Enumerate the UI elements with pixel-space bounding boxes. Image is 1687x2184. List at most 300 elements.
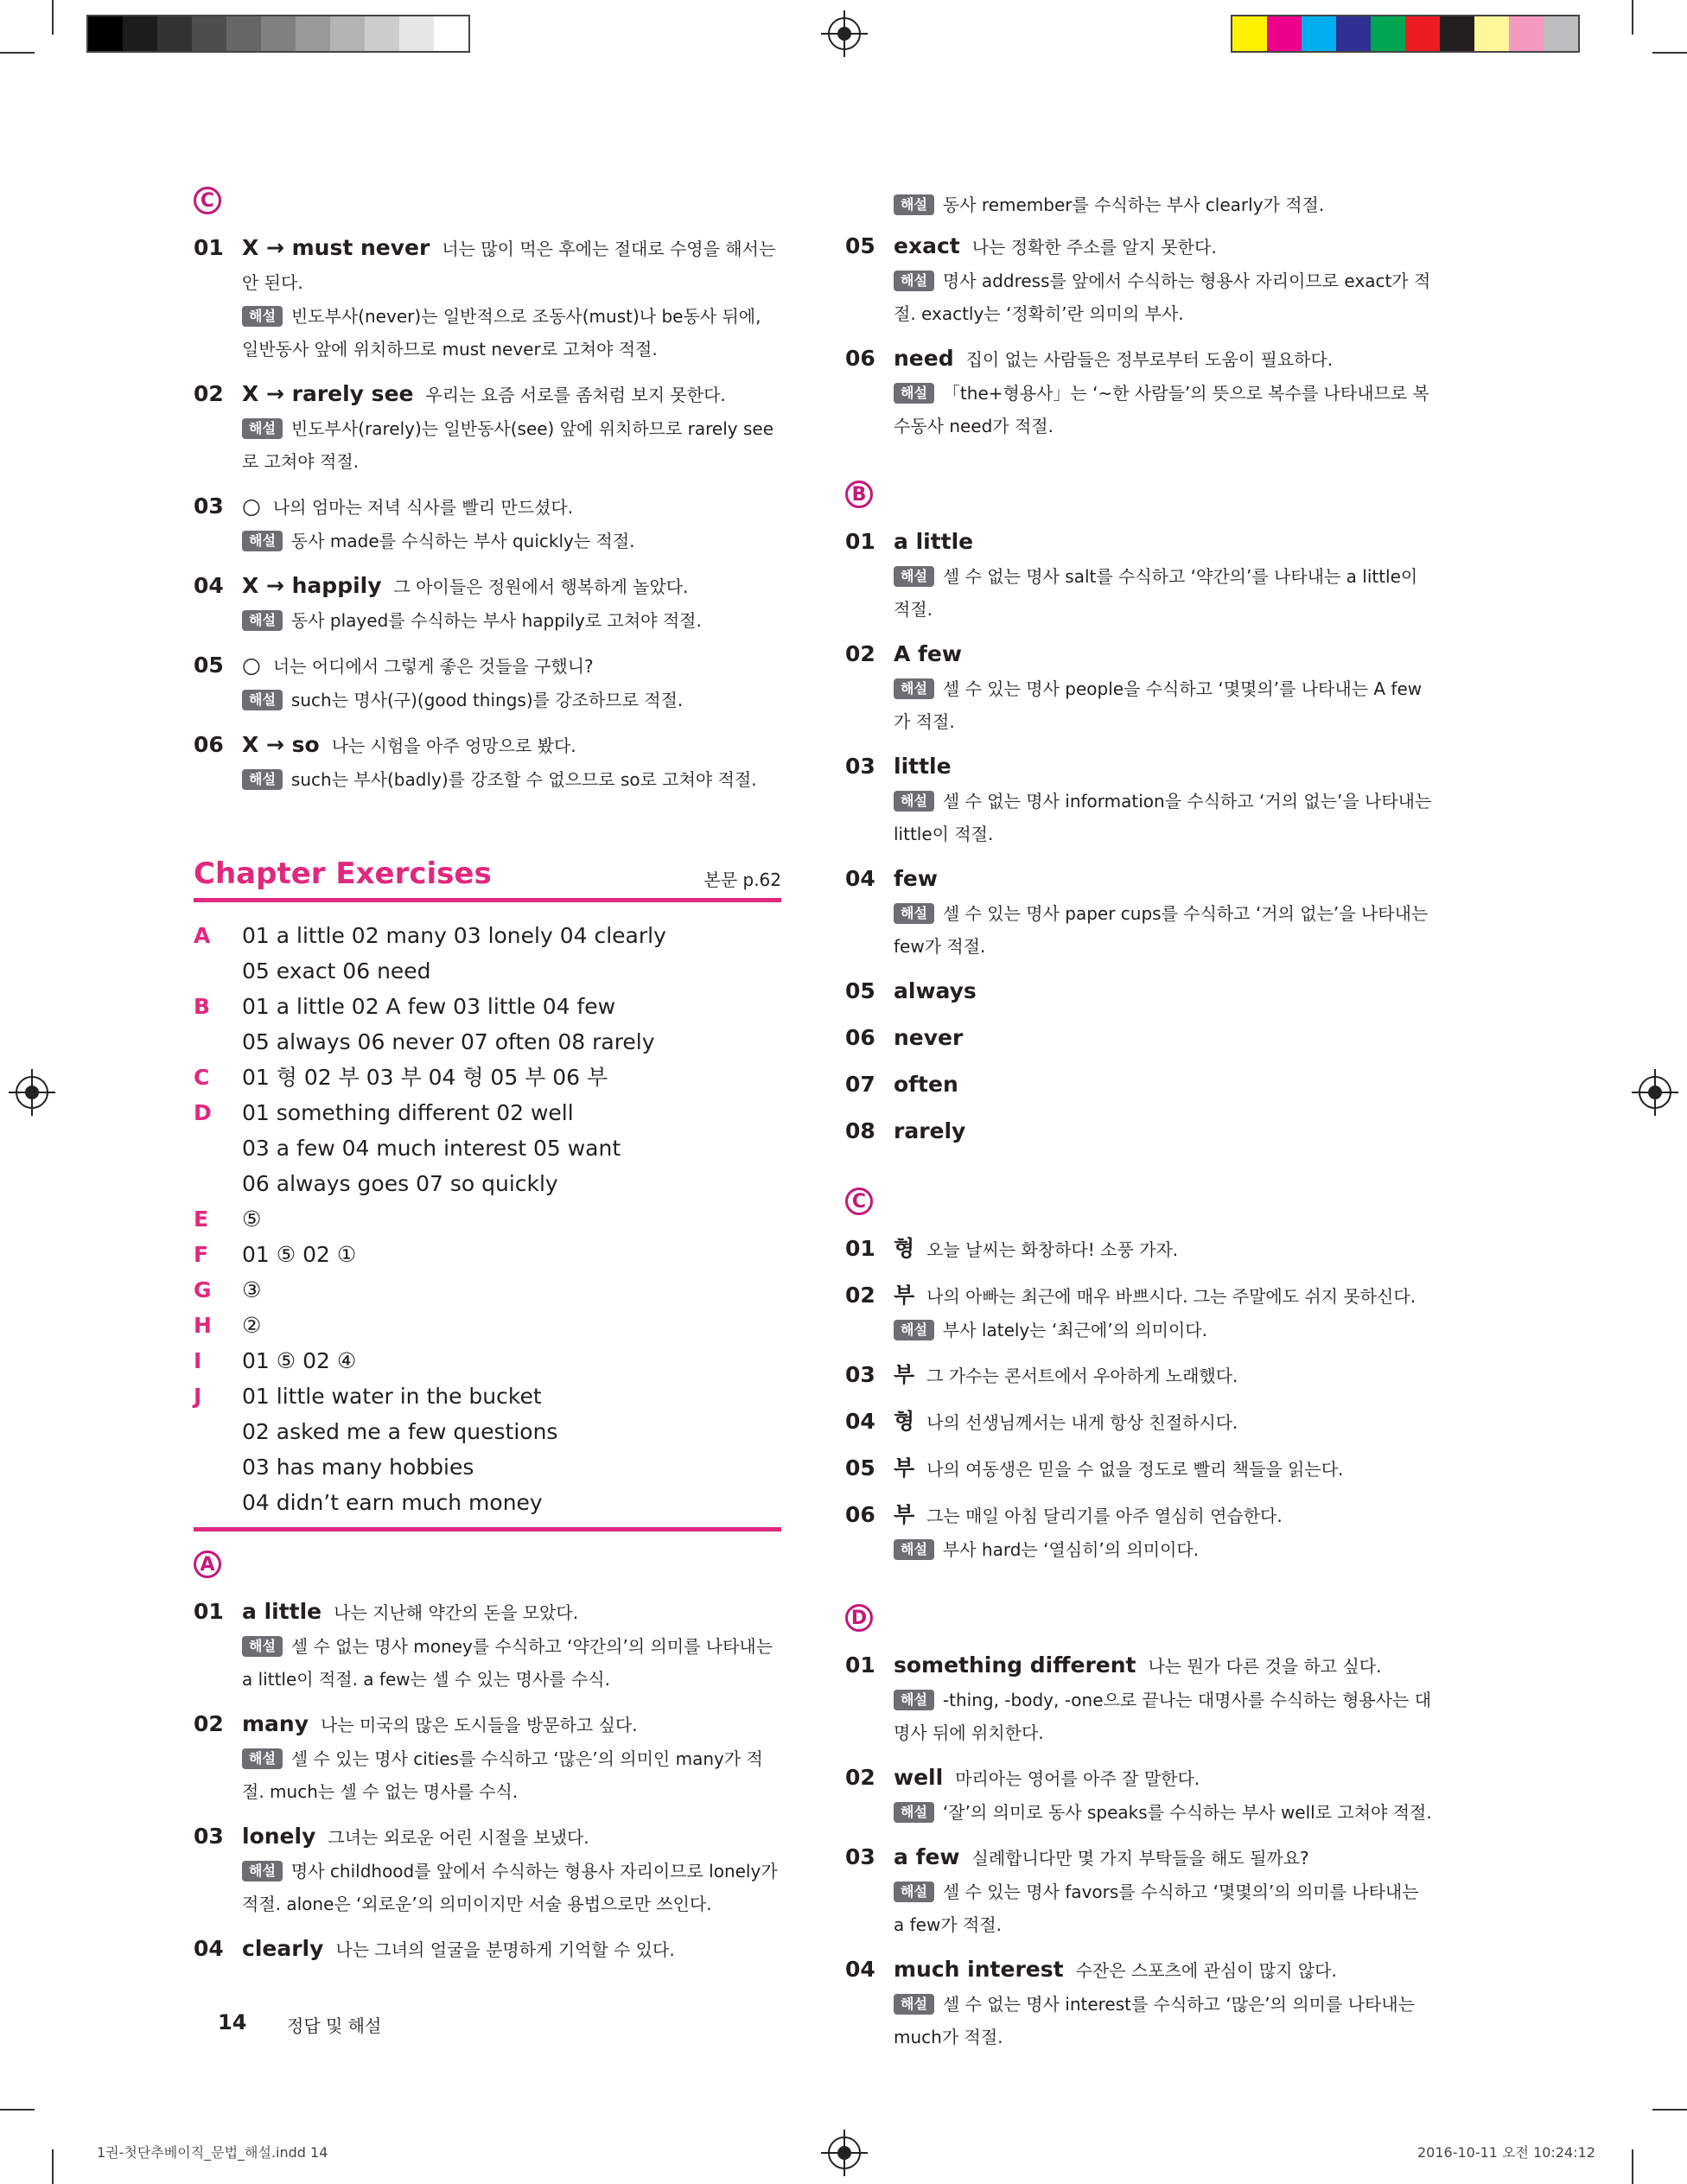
answer-group <box>894 1359 1238 1393</box>
section-b-marker: B <box>845 481 873 508</box>
translation: 그 아이들은 정원에서 행복하게 놀았다. <box>393 576 689 597</box>
item-number: 05 <box>845 233 875 258</box>
answer-group <box>894 1649 1381 1684</box>
explanation-text: 빈도부사(rarely)는 일반동사(see) 앞에 위치하므로 rarely see로 고쳐야 적절. <box>242 418 774 472</box>
answer-group <box>242 378 726 412</box>
explanation-text: 명사 childhood를 앞에서 수식하는 형용사 자리이므로 lonely가 적절. alone은 ‘외로운’의 의미이지만 서술 용법으로만 쓰인다. <box>242 1861 778 1914</box>
chapter-exercises-title: Chapter Exercises <box>194 856 492 891</box>
explanation-badge: 해설 <box>894 1320 934 1340</box>
explanation-text: 빈도부사(never)는 일반적으로 조동사(must)나 be동사 뒤에, 일반동사 앞에 위치하므로 must never로 고쳐야 적절. <box>242 306 761 360</box>
answer-key-lines <box>242 1343 356 1379</box>
item-number: 04 <box>194 573 224 598</box>
answer-line <box>194 490 781 525</box>
item-number: 05 <box>194 653 224 678</box>
color-swatch <box>1336 16 1371 51</box>
section-c-items <box>194 232 781 796</box>
item-number: 06 <box>194 732 224 757</box>
item-number: 01 <box>194 1599 224 1624</box>
explanation-badge: 해설 <box>242 610 283 631</box>
explanation-text: 셀 수 있는 명사 favors를 수식하고 ‘몇몇의’의 의미를 나타내는 a few가 적절. <box>894 1882 1419 1935</box>
section-letter: G <box>194 1277 212 1302</box>
chapter-exercises-header <box>194 856 781 902</box>
answer-group <box>242 570 688 604</box>
answer-line <box>845 1115 1433 1149</box>
explanation-badge: 해설 <box>242 531 283 551</box>
answer-line <box>845 1649 1433 1684</box>
explanation <box>845 1875 1433 1941</box>
translation: 마리아는 영어를 아주 잘 말한다. <box>955 1768 1200 1789</box>
answer-item <box>845 1359 1433 1393</box>
answer-key-row <box>194 1060 781 1095</box>
explanation-badge: 해설 <box>894 791 934 812</box>
answer-group <box>242 490 573 525</box>
answer: X → must never <box>242 235 430 260</box>
color-swatch <box>365 16 399 51</box>
answer-key-line: 01 something different 02 well <box>242 1100 574 1125</box>
translation: 나의 여동생은 믿을 수 없을 정도로 빨리 책들을 읽는다. <box>926 1459 1344 1480</box>
explanation-text: -thing, -body, -one으로 끝나는 대명사를 수식하는 형용사는 대명사 뒤에 위치한다. <box>894 1690 1432 1743</box>
item-number: 03 <box>845 1844 875 1869</box>
answer: need <box>894 346 954 371</box>
answer-item <box>194 570 781 637</box>
item-number: 06 <box>845 1502 875 1527</box>
answer-line <box>194 729 781 763</box>
item-number: 01 <box>845 529 875 554</box>
explanation <box>845 785 1433 850</box>
answer-key-line: 04 didn’t earn much money <box>242 1490 543 1515</box>
answer-line <box>194 1820 781 1855</box>
answer: a little <box>242 1599 322 1624</box>
explanation-text: ‘잘’의 의미로 동사 speaks를 수식하는 부사 well로 고쳐야 적절. <box>942 1802 1432 1823</box>
answer-group <box>894 1953 1337 1988</box>
answer-key-row <box>194 1308 781 1343</box>
answer: 부 <box>894 1362 915 1387</box>
explanation-badge: 해설 <box>894 1994 934 2015</box>
answer: ○ <box>242 653 261 678</box>
answer-item <box>845 230 1433 330</box>
answer-key-lines <box>242 1379 557 1520</box>
answer-key-line: 06 always goes 07 so quickly <box>242 1171 558 1196</box>
answer-group <box>894 863 950 897</box>
answer-group <box>894 1068 971 1103</box>
answer-item <box>845 1953 1433 2053</box>
answer-line <box>194 649 781 684</box>
answer-group <box>894 1232 1178 1267</box>
explanation-badge: 해설 <box>242 1861 283 1882</box>
answer-item <box>845 1649 1433 1749</box>
answer-item <box>845 1279 1433 1347</box>
section-letter: D <box>194 1100 212 1125</box>
answer-key-line: 01 little water in the bucket <box>242 1384 542 1409</box>
translation: 그는 매일 아침 달리기를 아주 열심히 연습한다. <box>926 1506 1283 1526</box>
answer-line <box>845 230 1433 264</box>
answer-line <box>845 1405 1433 1440</box>
translation: 그녀는 외로운 어린 시절을 보냈다. <box>328 1827 589 1848</box>
crop-mark <box>1632 2149 1633 2184</box>
section-b-items <box>845 525 1433 1149</box>
color-swatch <box>192 16 226 51</box>
translation: 너는 어디에서 그렇게 좋은 것들을 구했니? <box>272 656 594 677</box>
answer-group <box>894 1841 1309 1875</box>
answer-key-row <box>194 1379 781 1520</box>
translation: 우리는 요즘 서로를 좀처럼 보지 못한다. <box>425 385 726 405</box>
answer-key-line: 01 a little 02 many 03 lonely 04 clearly <box>242 923 666 948</box>
answer-group <box>894 638 974 672</box>
section-a-marker: A <box>194 1550 221 1578</box>
item-number: 06 <box>845 1025 875 1050</box>
footer-label: 정답 및 해설 <box>287 2015 382 2036</box>
answer-key-row <box>194 1095 781 1201</box>
explanation <box>845 672 1433 738</box>
answer-line <box>194 1708 781 1742</box>
translation: 나는 미국의 많은 도시들을 방문하고 싶다. <box>321 1715 638 1735</box>
answer-group <box>894 1279 1416 1314</box>
explanation <box>845 560 1433 626</box>
explanation-text: 셀 수 없는 명사 money를 수식하고 ‘약간의’의 의미를 나타내는 a little이 적절. a few는 셀 수 있는 명사를 수식. <box>242 1636 773 1690</box>
answer-key-line: 01 ⑤ 02 ① <box>242 1242 357 1267</box>
explanation-badge: 해설 <box>894 383 934 404</box>
answer-key-line: 03 a few 04 much interest 05 want <box>242 1136 621 1161</box>
slug-file: 1권-첫단추베이직_문법_해설.indd 14 <box>97 2144 328 2161</box>
explanation-badge: 해설 <box>894 194 934 215</box>
answer-line <box>845 638 1433 672</box>
color-swatch <box>399 16 434 51</box>
slug-date: 2016-10-11 오전 10:24:12 <box>1417 2144 1595 2161</box>
answer-key-line: 01 ⑤ 02 ④ <box>242 1348 357 1373</box>
answer-key-lines <box>242 1237 356 1272</box>
explanation <box>194 412 781 478</box>
color-swatch <box>1405 16 1440 51</box>
registration-mark-icon <box>1639 1076 1671 1109</box>
answer: 부 <box>894 1455 915 1480</box>
answer: clearly <box>242 1936 324 1961</box>
answer-group <box>894 1115 977 1149</box>
translation: 나는 지난해 약간의 돈을 모았다. <box>334 1602 579 1623</box>
answer: A few <box>894 641 962 666</box>
section-a-continued-items <box>845 230 1433 443</box>
registration-mark-icon <box>16 1076 48 1109</box>
translation: 나의 아빠는 최근에 매우 바쁘시다. 그는 주말에도 쉬지 못하신다. <box>926 1286 1416 1307</box>
translation: 나는 정확한 주소를 알지 못한다. <box>971 237 1217 258</box>
answer: ○ <box>242 493 261 519</box>
explanation-text: 동사 made를 수식하는 부사 quickly는 적절. <box>290 531 635 551</box>
section-c-marker: C <box>194 187 221 214</box>
answer-group <box>242 1820 589 1855</box>
explanation-text: 동사 played를 수식하는 부사 happily로 고쳐야 적절. <box>290 610 702 631</box>
answer-key-lines <box>242 1272 261 1308</box>
answer-key-line: 05 exact 06 need <box>242 958 431 984</box>
explanation <box>845 897 1433 963</box>
answer-line <box>845 525 1433 560</box>
section-letter: A <box>194 923 211 948</box>
explanation <box>194 1630 781 1696</box>
answer-group <box>242 232 781 300</box>
explanation-text: 「the+형용사」는 ‘~한 사람들’의 뜻으로 복수를 나타내므로 복수동사 need가 적절. <box>894 383 1429 436</box>
answer-key-line: ⑤ <box>242 1207 262 1232</box>
item-number: 02 <box>845 1765 875 1790</box>
translation: 수잔은 스포츠에 관심이 많지 않다. <box>1075 1960 1337 1981</box>
item-number: 03 <box>845 1362 875 1387</box>
item-number: 04 <box>194 1936 224 1961</box>
answer-key-row <box>194 1343 781 1379</box>
crop-mark <box>1652 52 1687 54</box>
answer-key-line: 03 has many hobbies <box>242 1455 474 1480</box>
answer: X → happily <box>242 573 382 598</box>
item-number: 01 <box>194 235 224 260</box>
color-swatch <box>1371 16 1405 51</box>
explanation <box>845 188 1433 221</box>
item-number: 04 <box>845 1409 875 1434</box>
explanation <box>845 264 1433 330</box>
crop-mark <box>0 2109 35 2111</box>
answer-key-line: 01 형 02 부 03 부 04 형 05 부 06 부 <box>242 1065 608 1090</box>
answer: X → so <box>242 732 320 757</box>
answer-key-row <box>194 1237 781 1272</box>
answer-line <box>845 1279 1433 1314</box>
answer: exact <box>894 233 960 258</box>
answer-item <box>845 638 1433 738</box>
explanation-badge: 해설 <box>894 903 934 924</box>
answer: 부 <box>894 1502 915 1527</box>
item-number: 03 <box>194 493 224 519</box>
translation: 나의 선생님께서는 내게 항상 친절하시다. <box>926 1412 1238 1433</box>
answer-key-lines <box>242 1308 261 1343</box>
answer-line <box>845 1761 1433 1796</box>
explanation-badge: 해설 <box>894 271 934 291</box>
answer-key-lines <box>242 1201 261 1237</box>
answer-line <box>845 1841 1433 1875</box>
translation: 집이 없는 사람들은 정부로부터 도움이 필요하다. <box>965 349 1334 370</box>
explanation-badge: 해설 <box>242 690 283 710</box>
answer-item <box>845 1232 1433 1267</box>
right-column <box>845 188 1433 2066</box>
answer-line <box>194 378 781 412</box>
explanation-text: 동사 remember를 수식하는 부사 clearly가 적절. <box>942 194 1325 215</box>
answer-key-lines <box>242 1095 621 1201</box>
item-number: 07 <box>845 1072 875 1097</box>
answer-line <box>845 1022 1433 1056</box>
answer-line <box>194 570 781 604</box>
explanation-badge: 해설 <box>242 769 283 790</box>
answer-item <box>845 863 1433 963</box>
explanation <box>194 604 781 637</box>
answer-group <box>242 1708 638 1742</box>
section-letter: F <box>194 1242 209 1267</box>
translation: 나는 시험을 아주 엉망으로 봤다. <box>331 735 576 756</box>
color-swatch <box>1232 16 1267 51</box>
answer-group <box>894 525 985 560</box>
answer-key-table <box>194 902 781 1531</box>
answer-line <box>845 342 1433 377</box>
item-number: 02 <box>194 1711 224 1736</box>
answer: a little <box>894 529 974 554</box>
item-number: 03 <box>845 754 875 779</box>
answer-item <box>194 490 781 557</box>
answer-item <box>845 1499 1433 1566</box>
item-number: 02 <box>845 641 875 666</box>
left-column <box>194 173 781 1979</box>
color-swatch <box>434 16 468 51</box>
item-number: 01 <box>845 1652 875 1678</box>
explanation <box>194 684 781 716</box>
explanation <box>194 300 781 366</box>
explanation-badge: 해설 <box>242 1748 283 1769</box>
explanation <box>845 1314 1433 1347</box>
grayscale-color-bar <box>86 15 470 53</box>
answer-key-line: 01 a little 02 A few 03 little 04 few <box>242 994 616 1019</box>
explanation-text: 셀 수 없는 명사 information을 수식하고 ‘거의 없는’을 나타내는 little이 적절. <box>894 791 1432 844</box>
answer-line <box>194 1932 781 1967</box>
answer: 형 <box>894 1236 915 1261</box>
explanation-badge: 해설 <box>894 1539 934 1560</box>
translation: 오늘 날씨는 화창하다! 소풍 가자. <box>926 1239 1179 1260</box>
explanation <box>845 1796 1433 1829</box>
answer-line <box>845 1499 1433 1533</box>
explanation-text: 셀 수 없는 명사 salt를 수식하고 ‘약간의’를 나타내는 a little이 적절. <box>894 566 1418 620</box>
answer-line <box>845 1068 1433 1103</box>
explanation <box>845 377 1433 443</box>
answer-key-line: 02 asked me a few questions <box>242 1419 558 1444</box>
crop-mark <box>52 2149 54 2184</box>
answer-group <box>894 1452 1343 1487</box>
answer-line <box>845 1232 1433 1267</box>
section-letter: E <box>194 1207 209 1232</box>
answer-group <box>894 230 1217 264</box>
section-letter: B <box>194 994 211 1019</box>
translation: 나의 엄마는 저녁 식사를 빨리 만드셨다. <box>272 497 574 518</box>
answer-key-lines <box>242 918 666 989</box>
answer-group <box>242 649 594 684</box>
answer-key-row <box>194 918 781 989</box>
answer-item <box>194 1932 781 1967</box>
explanation-badge: 해설 <box>894 1882 934 1902</box>
answer: X → rarely see <box>242 381 414 406</box>
color-swatch <box>1302 16 1336 51</box>
answer: much interest <box>894 1957 1064 1982</box>
explanation-text: 부사 hard는 ‘열심히’의 의미이다. <box>942 1539 1200 1560</box>
color-swatch <box>226 16 261 51</box>
answer: a few <box>894 1844 960 1869</box>
explanation-badge: 해설 <box>894 566 934 587</box>
explanation <box>845 1988 1433 2053</box>
answer-key-line: ③ <box>242 1277 262 1302</box>
answer-group <box>894 1405 1238 1440</box>
item-number: 01 <box>845 1236 875 1261</box>
answer: never <box>894 1025 964 1050</box>
section-d-marker: D <box>845 1604 873 1632</box>
answer-line <box>845 1359 1433 1393</box>
translation: 나는 뭔가 다른 것을 하고 싶다. <box>1148 1656 1382 1677</box>
explanation-text: 셀 수 있는 명사 paper cups를 수식하고 ‘거의 없는’을 나타내는 few가 적절. <box>894 903 1429 957</box>
explanation-text: such는 부사(badly)를 강조할 수 없으므로 so로 고쳐야 적절. <box>290 769 757 790</box>
explanation <box>194 1855 781 1920</box>
section-d-items <box>845 1649 1433 2053</box>
explanation-text: 셀 수 없는 명사 interest를 수식하고 ‘많은’의 의미를 나타내는 much가 적절. <box>894 1994 1415 2047</box>
item-number: 04 <box>845 866 875 891</box>
explanation <box>194 1742 781 1808</box>
section-letter: J <box>194 1384 202 1409</box>
answer-item <box>194 729 781 796</box>
item-number: 05 <box>845 978 875 1003</box>
item-number: 08 <box>845 1118 875 1143</box>
answer-line <box>845 1452 1433 1487</box>
registration-mark-icon <box>828 17 861 50</box>
page-number: 14 <box>218 2010 247 2034</box>
color-swatch <box>296 16 330 51</box>
color-swatch <box>157 16 192 51</box>
explanation <box>845 1533 1433 1566</box>
answer-line <box>194 232 781 300</box>
page-reference: 본문 p.62 <box>703 869 781 890</box>
item-number: 03 <box>194 1824 224 1849</box>
answer-line <box>845 863 1433 897</box>
item-number: 02 <box>194 381 224 406</box>
answer-group <box>894 342 1333 377</box>
color-swatch <box>330 16 365 51</box>
answer: something different <box>894 1652 1136 1678</box>
explanation <box>194 763 781 796</box>
explanation-text: 명사 address를 앞에서 수식하는 형용사 자리이므로 exact가 적절. exactly는 ‘정확히’란 의미의 부사. <box>894 271 1431 324</box>
answer-key-row <box>194 1201 781 1237</box>
explanation-badge: 해설 <box>894 1802 934 1823</box>
answer-key-lines <box>242 1060 608 1095</box>
explanation <box>194 525 781 557</box>
crop-mark <box>0 52 35 54</box>
answer: well <box>894 1765 944 1790</box>
item-number: 02 <box>845 1283 875 1308</box>
color-swatch <box>1474 16 1509 51</box>
explanation <box>845 1684 1433 1749</box>
section-a-items <box>194 1595 781 1967</box>
answer: little <box>894 754 952 779</box>
color-swatch <box>1544 16 1578 51</box>
translation: 나는 그녀의 얼굴을 분명하게 기억할 수 있다. <box>335 1939 675 1960</box>
item-number: 06 <box>845 346 875 371</box>
answer-item <box>194 378 781 478</box>
answer-key-line: ② <box>242 1313 262 1338</box>
answer-item <box>845 1405 1433 1440</box>
process-color-bar <box>1231 15 1580 53</box>
color-swatch <box>1509 16 1544 51</box>
answer-group <box>242 729 576 763</box>
answer-group <box>242 1595 578 1630</box>
item-number: 05 <box>845 1455 875 1480</box>
answer-item <box>845 1115 1433 1149</box>
answer-item <box>845 975 1433 1009</box>
answer-group <box>242 1932 675 1967</box>
answer-item <box>194 1708 781 1808</box>
answer-group <box>894 1022 975 1056</box>
answer-item <box>845 1068 1433 1103</box>
explanation-badge: 해설 <box>242 306 283 327</box>
answer-item <box>845 750 1433 850</box>
answer-key-line: 05 always 06 never 07 often 08 rarely <box>242 1029 655 1054</box>
answer-group <box>894 975 989 1009</box>
answer-group <box>894 1499 1283 1533</box>
explanation-text: such는 명사(구)(good things)를 강조하므로 적절. <box>290 690 684 710</box>
crop-mark <box>1632 0 1633 35</box>
answer-key-row <box>194 1272 781 1308</box>
explanation-badge: 해설 <box>242 1636 283 1657</box>
item-number: 04 <box>845 1957 875 1982</box>
section-c-marker: C <box>845 1188 873 1215</box>
answer-line <box>845 1953 1433 1988</box>
answer-item <box>845 1761 1433 1829</box>
explanation-badge: 해설 <box>894 1690 934 1710</box>
answer: few <box>894 866 938 891</box>
answer-key-row <box>194 989 781 1060</box>
answer-item <box>845 1452 1433 1487</box>
